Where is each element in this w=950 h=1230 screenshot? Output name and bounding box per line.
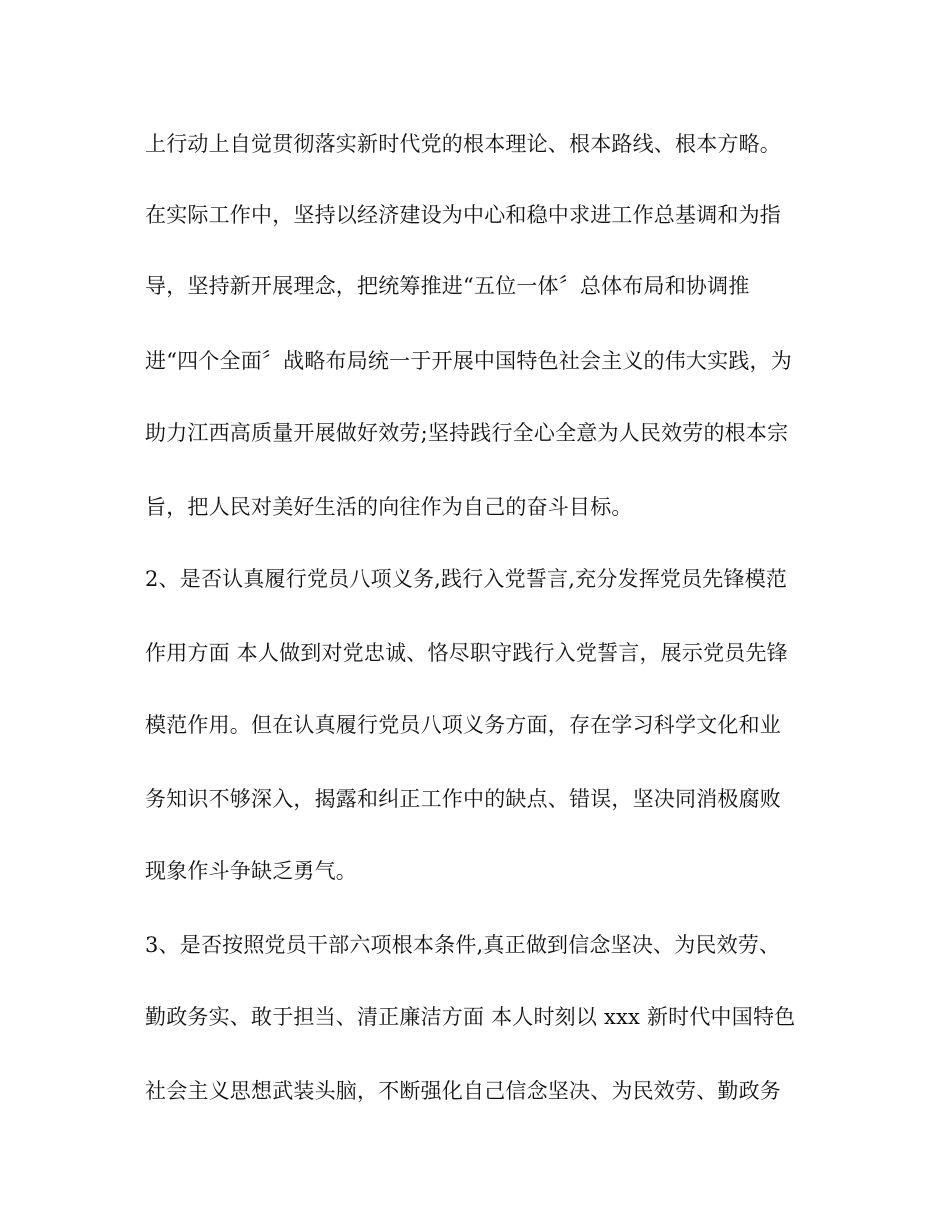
text-line: 作用方面 本人做到对党忠诚、恪尽职守践行入党誓言，展示党员先锋	[145, 641, 788, 665]
text-line: 2、是否认真履行党员八项义务,践行入党誓言,充分发挥党员先锋模范	[145, 567, 788, 591]
text-line: 模范作用。但在认真履行党员八项义务方面，存在学习科学文化和业	[145, 713, 781, 737]
text-line: 勤政务实、敢于担当、清正廉洁方面 本人时刻以 xxx 新时代中国特色	[145, 1005, 796, 1029]
text-line: 在实际工作中，坚持以经济建设为中心和稳中求进工作总基调和为指	[145, 203, 781, 227]
text-line: 导，坚持新开展理念，把统筹推进“五位一体〞总体布局和协调推	[145, 274, 750, 298]
text-line: 进“四个全面〞战略布局统一于开展中国特色社会主义的伟大实践，为	[145, 349, 792, 373]
text-line: 现象作斗争缺乏勇气。	[145, 859, 357, 883]
text-line: 务知识不够深入，揭露和纠正工作中的缺点、错误，坚决同消极腐败	[145, 787, 781, 811]
text-line: 社会主义思想武装头脑，不断强化自己信念坚决、为民效劳、勤政务	[145, 1079, 781, 1103]
text-line: 上行动上自觉贯彻落实新时代党的根本理论、根本路线、根本方略。	[145, 132, 781, 156]
text-line: 旨，把人民对美好生活的向往作为自己的奋斗目标。	[145, 495, 633, 519]
text-line: 3、是否按照党员干部六项根本条件,真正做到信念坚决、为民效劳、	[145, 933, 781, 957]
text-line: 助力江西高质量开展做好效劳;坚持践行全心全意为人民效劳的根本宗	[145, 421, 789, 445]
